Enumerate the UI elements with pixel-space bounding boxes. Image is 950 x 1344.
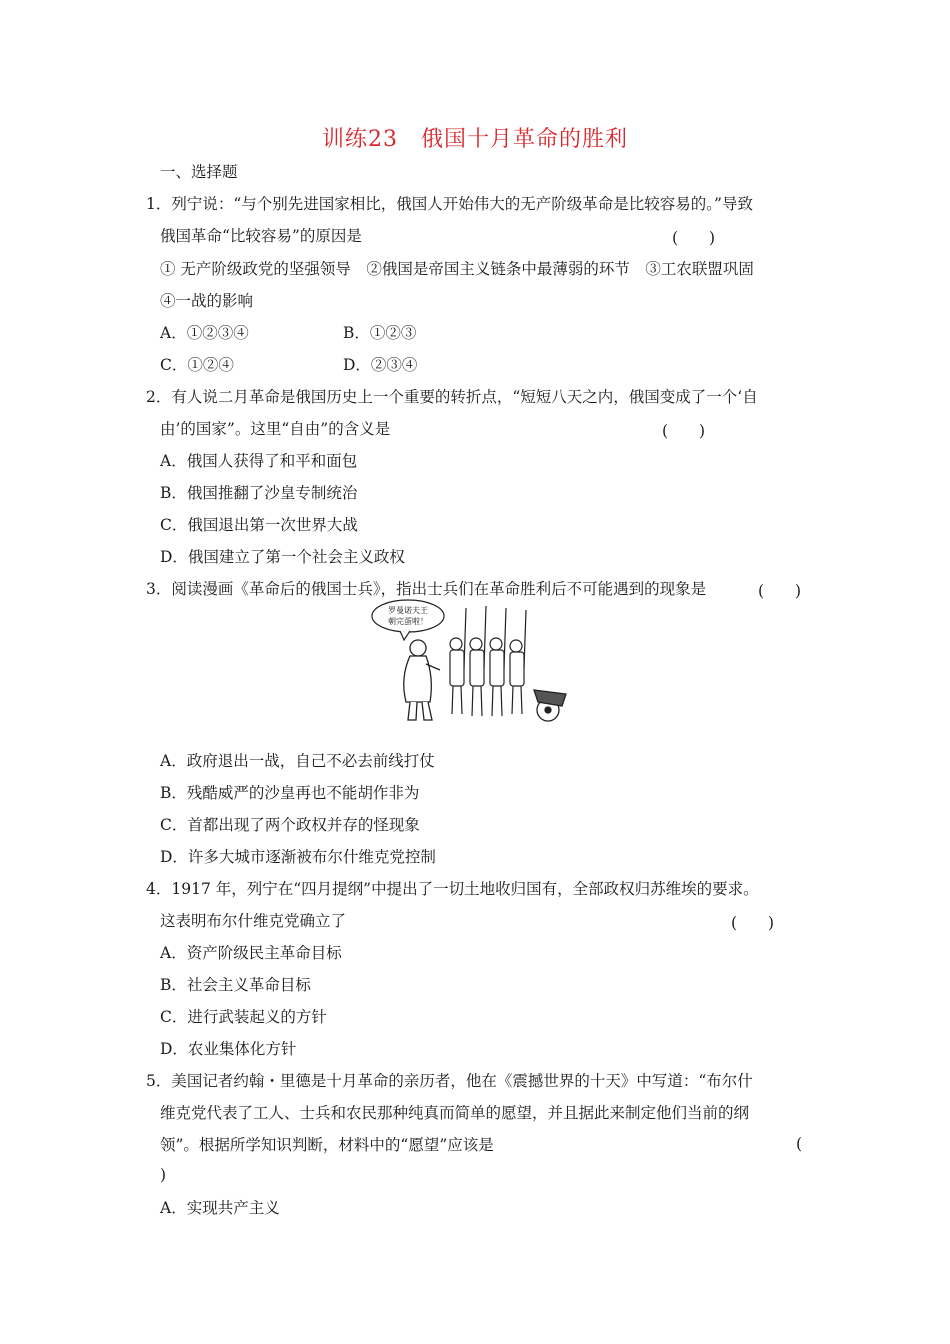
bubble-text-line2: 朝完蛋啦！ [388,617,428,626]
q4-stem-line1: 4．1917 年，列宁在“四月提纲”中提出了一切土地收归国有，全部政权归苏维埃的要求。 [146,880,759,898]
q1-stem-line1: 1．列宁说：“与个别先进国家相比，俄国人开始伟大的无产阶级革命是比较容易的。”导致 [146,195,753,213]
q5-stem-line2: 维克党代表了工人、士兵和农民那种纯真而简单的愿望，并且据此来制定他们当前的纲 [160,1104,750,1122]
q5-answer-blank-close: ) [160,1166,167,1184]
q5-option-a: A．实现共产主义 [160,1199,280,1217]
soldiers-group [450,606,526,716]
q2-option-d: D．俄国建立了第一个社会主义政权 [160,548,405,566]
q2-option-a: A．俄国人获得了和平和面包 [160,452,358,470]
q3-option-b: B．残酷威严的沙皇再也不能胡作非为 [160,784,420,802]
q2-option-b: B．俄国推翻了沙皇专制统治 [160,484,358,502]
q5-answer-blank-open: ( [796,1135,803,1153]
q1-option-b: B．①②③ [343,324,417,342]
overturned-cart [534,690,566,721]
q1-answer-blank: ( ) [672,229,716,247]
q1-option-a: A．①②③④ [160,324,249,342]
q4-option-c: C．进行武装起义的方针 [160,1008,327,1026]
soldiers-cartoon-image [370,598,580,734]
q1-option-d: D．②③④ [343,356,418,374]
q4-stem-line2: 这表明布尔什维克党确立了 [160,912,347,930]
section-heading: 一、选择题 [160,163,238,181]
q3-option-a: A．政府退出一战，自己不必去前线打仗 [160,752,435,770]
q2-stem-line2: 由’的国家”。这里“自由”的含义是 [160,420,391,438]
q4-option-d: D．农业集体化方针 [160,1040,297,1058]
q4-option-a: A．资产阶级民主革命目标 [160,944,342,962]
q2-stem-line1: 2．有人说二月革命是俄国历史上一个重要的转折点，“短短八天之内，俄国变成了一个‘自 [146,388,758,406]
q1-items-line1: ① 无产阶级政党的坚强领导 ②俄国是帝国主义链条中最薄弱的环节 ③工农联盟巩固 [160,260,754,278]
bubble-text-line1: 罗曼诺夫王 [388,606,428,615]
q5-stem-line1: 5．美国记者约翰・里德是十月革命的亲历者，他在《震撼世界的十天》中写道：“布尔什 [146,1072,753,1090]
q2-option-c: C．俄国退出第一次世界大战 [160,516,358,534]
q1-stem-line2: 俄国革命“比较容易”的原因是 [160,227,362,245]
q4-option-b: B．社会主义革命目标 [160,976,311,994]
q3-stem-line1: 3．阅读漫画《革命后的俄国士兵》，指出士兵们在革命胜利后不可能遇到的现象是 [146,580,707,598]
q5-stem-line3: 领”。根据所学知识判断，材料中的“愿望”应该是 [160,1136,494,1154]
q3-option-d: D．许多大城市逐渐被布尔什维克党控制 [160,848,436,866]
old-man-figure [404,640,440,720]
q2-answer-blank: ( ) [662,422,706,440]
q3-answer-blank: ( ) [758,582,802,600]
q1-option-c: C．①②④ [160,356,234,374]
q3-option-c: C．首都出现了两个政权并存的怪现象 [160,816,420,834]
q1-items-line2: ④一战的影响 [160,292,254,310]
page-title: 训练23 俄国十月革命的胜利 [322,127,628,152]
q4-answer-blank: ( ) [731,914,775,932]
